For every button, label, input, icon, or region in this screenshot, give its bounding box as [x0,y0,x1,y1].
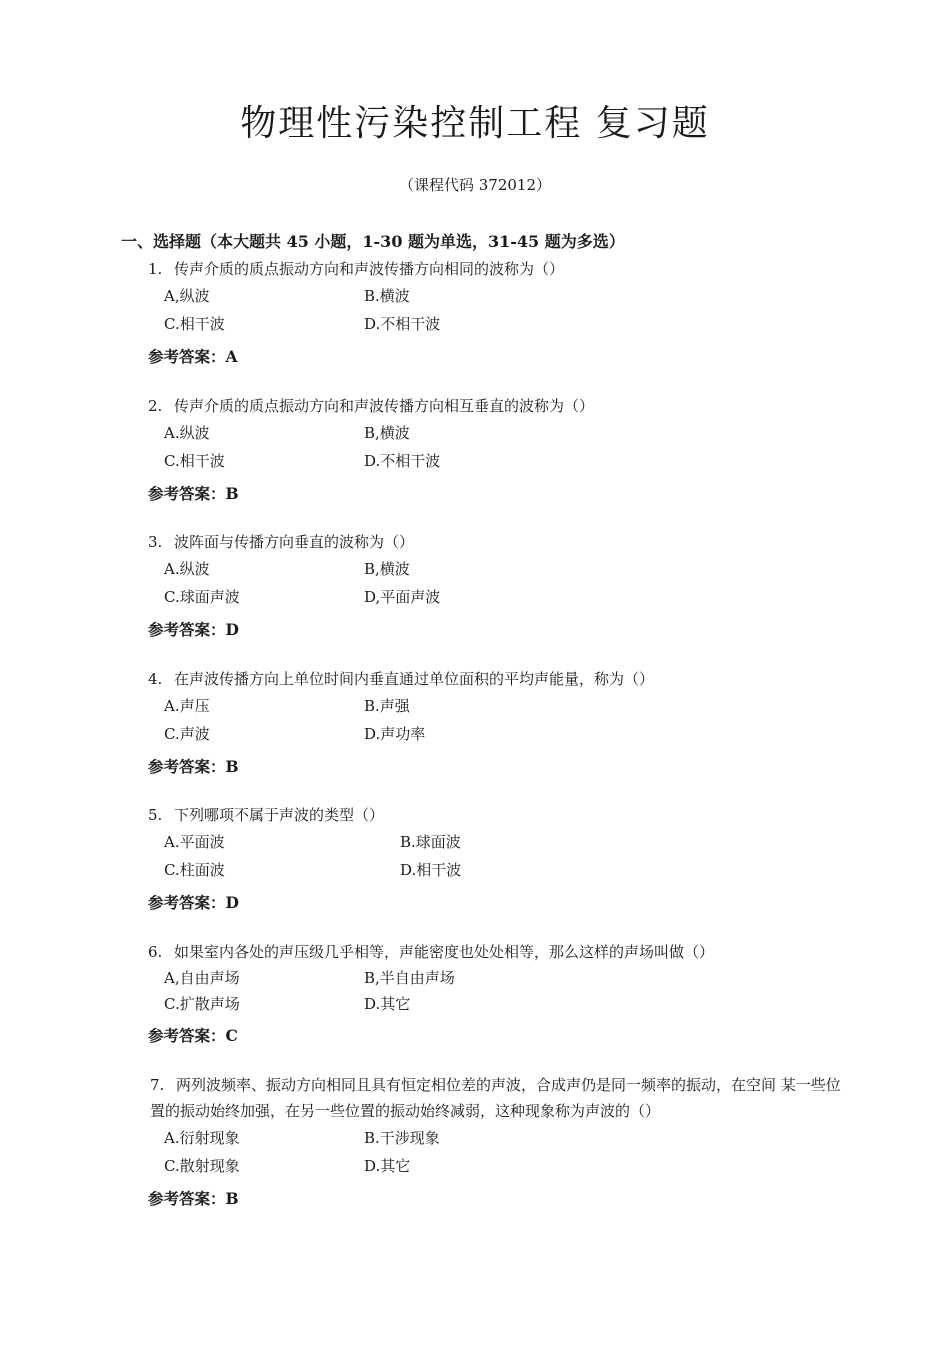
reference-answer [148,617,848,643]
answer-label: 参考答案： [148,347,226,366]
option-c: C.扩散声场 [164,995,240,1013]
question-number: 6. [148,943,163,961]
question-text: 两列波频率、振动方向相同且具有恒定相位差的声波，合成声仍是同一频率的振动，在空间 某一些位置的振动始终加强，在另一些位置的振动始终减弱，这种现象称为声波的（） [150,1076,841,1120]
option-a: A.纵波 [164,424,210,442]
answer-value: C [225,1026,238,1045]
options-row-1 [148,692,848,720]
option-b: B.球面波 [400,833,461,851]
options-row-2 [148,447,848,475]
options-row-1 [150,1124,845,1152]
option-c: C.相干波 [164,315,225,333]
option-a: A,纵波 [164,287,210,305]
answer-label: 参考答案： [148,1189,226,1208]
options-row-2 [148,991,848,1017]
question-3 [148,529,848,643]
options-row-1 [148,555,848,583]
option-c: C.散射现象 [164,1157,240,1175]
option-c: C.球面声波 [164,588,240,606]
option-d: D.声功率 [364,725,426,743]
question-stem [148,529,848,555]
reference-answer [148,481,848,507]
option-a: A.衍射现象 [164,1129,240,1147]
option-c: C.声波 [164,725,210,743]
answer-value: B [225,1189,239,1208]
question-text: 传声介质的质点振动方向和声波传播方向相同的波称为（） [174,260,565,278]
answer-label: 参考答案： [148,620,226,639]
question-number: 3. [148,533,163,551]
option-d: D.不相干波 [364,315,441,333]
answer-label: 参考答案： [148,484,226,503]
question-4 [148,666,848,780]
question-number: 4. [148,670,163,688]
question-stem [150,1072,845,1124]
option-b: B,横波 [364,560,410,578]
question-stem [148,666,848,692]
reference-answer [148,1186,845,1212]
answer-value: B [225,484,239,503]
document-title: 物理性污染控制工程 复习题 [240,103,710,144]
question-1 [148,256,848,370]
options-row-1 [148,282,848,310]
question-number: 2. [148,397,163,415]
option-a: A,自由声场 [164,969,240,987]
answer-value: D [225,893,239,912]
option-b: B,半自由声场 [364,969,455,987]
question-text: 波阵面与传播方向垂直的波称为（） [174,533,415,551]
question-text: 在声波传播方向上单位时间内垂直通过单位面积的平均声能量，称为（） [174,670,655,688]
question-number: 1. [148,260,163,278]
answer-value: B [225,757,239,776]
question-text: 下列哪项不属于声波的类型（） [174,806,385,824]
options-row-1 [148,419,848,447]
question-7 [150,1072,845,1212]
answer-label: 参考答案： [148,1026,226,1045]
reference-answer [148,344,848,370]
option-d: D.相干波 [400,861,462,879]
option-b: B.干涉现象 [364,1129,440,1147]
option-c: C.柱面波 [164,861,225,879]
question-6 [148,939,848,1049]
reference-answer [148,754,848,780]
option-a: A.声压 [164,697,210,715]
options-row-2 [148,720,848,748]
options-row-2 [148,583,848,611]
answer-value: D [225,620,239,639]
question-number: 7. [150,1076,165,1094]
question-text: 如果室内各处的声压级几乎相等，声能密度也处处相等，那么这样的声场叫做（） [174,943,715,961]
options-row-2 [150,1152,845,1180]
reference-answer [148,890,848,916]
answer-label: 参考答案： [148,893,226,912]
question-stem [148,256,848,282]
question-stem [148,939,848,965]
question-stem [148,802,848,828]
answer-value: A [225,347,238,366]
option-d: D.其它 [364,995,411,1013]
option-d: D,平面声波 [364,588,441,606]
options-row-2 [148,310,848,338]
question-text: 传声介质的质点振动方向和声波传播方向相互垂直的波称为（） [174,397,595,415]
question-number: 5. [148,806,163,824]
option-d: D.其它 [364,1157,411,1175]
section-heading: 一、选择题（本大题共 45 小题，1-30 题为单选，31-45 题为多选） [121,232,625,251]
option-b: B.声强 [364,697,410,715]
options-row-2 [148,856,848,884]
reference-answer [148,1023,848,1049]
option-a: A.纵波 [164,560,210,578]
options-row-1 [148,965,848,991]
question-2 [148,393,848,507]
option-a: A.平面波 [164,833,225,851]
option-c: C.相干波 [164,452,225,470]
option-b: B.横波 [364,287,410,305]
option-d: D.不相干波 [364,452,441,470]
question-5 [148,802,848,916]
answer-label: 参考答案： [148,757,226,776]
options-row-1 [148,828,848,856]
course-code: （课程代码 372012） [398,176,552,194]
question-stem [148,393,848,419]
option-b: B,横波 [364,424,410,442]
